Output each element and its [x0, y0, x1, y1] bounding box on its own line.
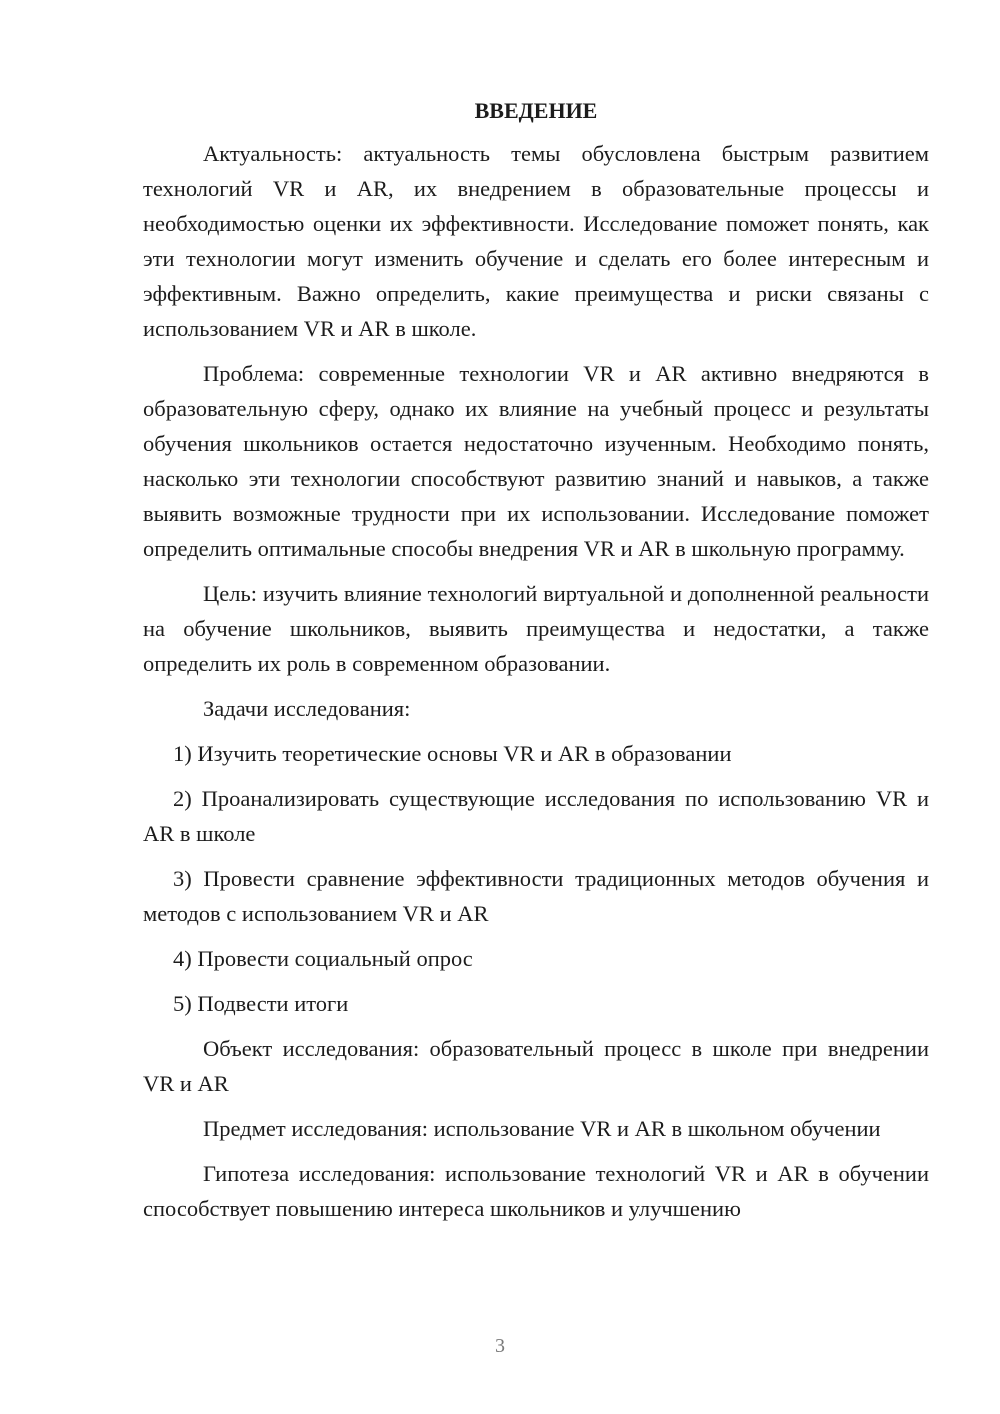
subject-paragraph: Предмет исследования: использование VR и AR в школьном обучении: [203, 1116, 881, 1141]
hypothesis-paragraph: Гипотеза исследования: использование технологий VR и AR в обучении способствует повышению интереса школьников и улучшению: [143, 1161, 929, 1221]
page-number: 3: [495, 1335, 505, 1357]
task-item: 5) Подвести итоги: [173, 991, 349, 1016]
goal-paragraph: Цель: изучить влияние технологий виртуальной и дополненной реальности на обучение школьников, выявить преимущества и недостатки, а также определить их роль в современном образовании.: [143, 581, 929, 676]
page-content: [143, 96, 929, 1236]
tasks-title: Задачи исследования:: [203, 696, 411, 721]
section-heading: ВВЕДЕНИЕ: [474, 98, 598, 123]
task-item: 1) Изучить теоретические основы VR и AR в образовании: [173, 741, 732, 766]
object-paragraph: Объект исследования: образовательный процесс в школе при внедрении VR и AR: [143, 1036, 929, 1096]
task-item: 2) Проанализировать существующие исследования по использованию VR и AR в школе: [143, 786, 929, 846]
relevance-paragraph: Актуальность: актуальность темы обусловлена быстрым развитием технологий VR и AR, их внедрением в образовательные процессы и необходимостью оценки их эффективности. Исследование поможет понять, как эти технологии могут изменить обучение и сделать его более интересным и эффективным. Важно определить, какие преимущества и риски связаны с использованием VR и AR в школе.: [143, 141, 929, 341]
task-item: 3) Провести сравнение эффективности традиционных методов обучения и методов с использованием VR и AR: [143, 866, 929, 926]
task-item: 4) Провести социальный опрос: [173, 946, 473, 971]
problem-paragraph: Проблема: современные технологии VR и AR активно внедряются в образовательную сферу, однако их влияние на учебный процесс и результаты обучения школьников остается недостаточно изученным. Необходимо понять, насколько эти технологии способствуют развитию знаний и навыков, а также выявить возможные трудности при их использовании. Исследование поможет определить оптимальные способы внедрения VR и AR в школьную программу.: [143, 361, 929, 561]
